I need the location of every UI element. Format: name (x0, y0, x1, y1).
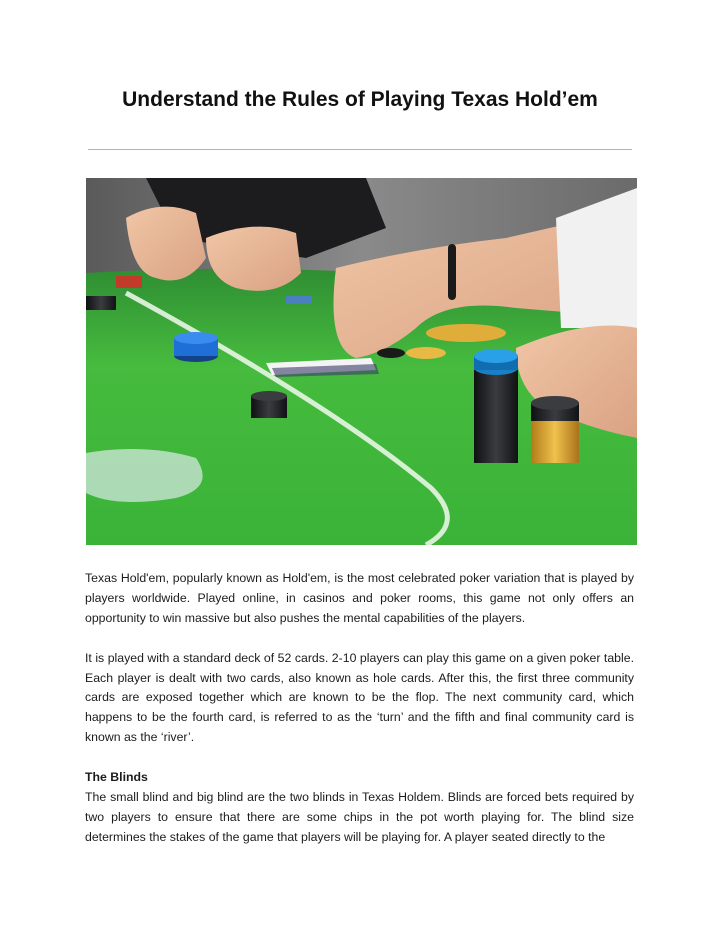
blurred-cards (86, 449, 203, 502)
article-body (85, 569, 634, 848)
rules-paragraph: It is played with a standard deck of 52 cards. 2-10 players can play this game on a given poker table. Each player is dealt with two cards, also known as hole cards. After this, the first three community cards are exposed together which are known to be the flop. The next community card, which happens to be the fourth card, is referred to as the ‘turn’ and the fifth and final community card is known as the ‘river’. (85, 650, 634, 745)
gold-chip-stack (531, 396, 579, 463)
title-divider (88, 149, 632, 150)
intro-paragraph: Texas Hold'em, popularly known as Hold'em, is the most celebrated poker variation that is played by players worldwide. Played online, in casinos and poker rooms, this game not only offers an opportunity to win massive but also pushes the mental capabilities of the players. (85, 571, 634, 625)
blue-chip-stack (174, 332, 218, 362)
blinds-paragraph: The small blind and big blind are the two blinds in Texas Holdem. Blinds are forced bets required by two players to ensure that there are some chips in the pot worth playing for. The blind size determines the stakes of the game that players will be playing for. A player seated directly to the (85, 789, 634, 844)
wristband (448, 244, 456, 300)
section-heading-blinds: The Blinds (85, 770, 148, 785)
poker-table-illustration (86, 178, 637, 545)
black-chip-stack-front (251, 391, 287, 418)
page-title: Understand the Rules of Playing Texas Hold’em (122, 88, 598, 111)
tall-black-chip-stack (474, 349, 518, 463)
poker-table-photo (86, 178, 637, 545)
